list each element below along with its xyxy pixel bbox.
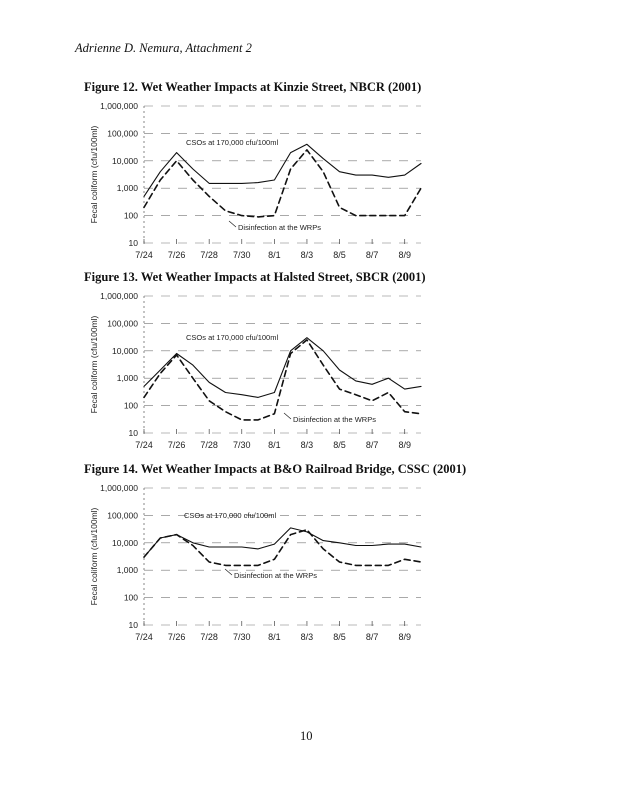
- y-tick-label: 1,000,000: [100, 101, 138, 111]
- y-tick-label: 10,000: [112, 345, 138, 356]
- figure-13-title: Figure 13. Wet Weather Impacts at Halsted Street, SBCR (2001): [84, 270, 426, 284]
- x-tick-label: 7/30: [232, 632, 251, 642]
- x-tick-label: 7/26: [167, 440, 186, 450]
- cso-annotation: CSOs at 170,000 cfu/100ml: [186, 138, 279, 147]
- y-tick-label: 10,000: [112, 155, 138, 166]
- x-tick-label: 8/7: [365, 440, 379, 450]
- figure-14-title: Figure 14. Wet Weather Impacts at B&O Railroad Bridge, CSSC (2001): [84, 462, 467, 476]
- x-tick-label: 8/3: [300, 632, 314, 642]
- chart-svg: [86, 288, 431, 453]
- y-tick-label: 100,000: [107, 510, 138, 521]
- y-tick-label: 10: [128, 428, 138, 438]
- disinfection-annotation: Disinfection at the WRPs: [234, 571, 317, 580]
- x-tick-label: 7/24: [135, 250, 153, 260]
- chart-svg: [86, 480, 431, 645]
- figure-12-chart: [86, 98, 431, 263]
- annotation-arrow: [229, 221, 236, 227]
- cso-annotation: CSOs at 170,000 cfu/100ml: [186, 333, 279, 342]
- series-line-dashed: [144, 150, 421, 217]
- y-tick-label: 10,000: [112, 537, 138, 548]
- x-tick-label: 8/7: [365, 632, 379, 642]
- x-tick-label: 7/24: [135, 440, 153, 450]
- disinfection-annotation: Disinfection at the WRPs: [238, 223, 321, 232]
- disinfection-annotation: Disinfection at the WRPs: [293, 415, 376, 424]
- x-tick-label: 8/9: [398, 250, 411, 260]
- x-tick-label: 8/9: [398, 440, 411, 450]
- figure-12-title: Figure 12. Wet Weather Impacts at Kinzie Street, NBCR (2001): [84, 80, 422, 94]
- series-line-dashed: [144, 530, 421, 566]
- x-tick-label: 8/3: [300, 440, 314, 450]
- x-tick-label: 7/24: [135, 632, 153, 642]
- series-line-dashed: [144, 340, 421, 420]
- y-tick-label: 1,000,000: [100, 483, 138, 493]
- x-tick-label: 8/3: [300, 250, 314, 260]
- y-axis-label: Fecal coliform (cfu/100ml): [89, 125, 99, 224]
- annotation-arrow: [284, 413, 291, 419]
- y-tick-label: 100: [123, 592, 138, 603]
- y-axis-label: Fecal coliform (cfu/100ml): [89, 507, 99, 606]
- y-axis-label: Fecal coliform (cfu/100ml): [89, 315, 99, 414]
- y-tick-label: 1,000: [116, 373, 138, 384]
- figure-14-chart: [86, 480, 431, 645]
- x-tick-label: 7/30: [232, 250, 251, 260]
- chart-svg: [86, 98, 431, 263]
- series-line-solid: [144, 338, 421, 398]
- x-tick-label: 7/28: [200, 632, 218, 642]
- page-header: Adrienne D. Nemura, Attachment 2: [75, 41, 252, 55]
- y-tick-label: 10: [128, 238, 138, 248]
- figure-13-chart: [86, 288, 431, 453]
- x-tick-label: 8/1: [268, 440, 281, 450]
- y-tick-label: 1,000: [116, 183, 138, 194]
- x-tick-label: 8/7: [365, 250, 379, 260]
- x-tick-label: 8/1: [268, 250, 281, 260]
- x-tick-label: 7/28: [200, 440, 218, 450]
- x-tick-label: 7/28: [200, 250, 218, 260]
- x-tick-label: 8/9: [398, 632, 411, 642]
- x-tick-label: 8/5: [333, 632, 346, 642]
- x-tick-label: 7/26: [167, 632, 186, 642]
- x-tick-label: 8/5: [333, 440, 346, 450]
- x-tick-label: 7/26: [167, 250, 186, 260]
- x-tick-label: 8/1: [268, 632, 281, 642]
- y-tick-label: 10: [128, 620, 138, 630]
- y-tick-label: 100,000: [107, 128, 138, 139]
- x-tick-label: 8/5: [333, 250, 346, 260]
- page-number: 10: [300, 729, 313, 743]
- x-tick-label: 7/30: [232, 440, 251, 450]
- y-tick-label: 100: [123, 210, 138, 221]
- y-tick-label: 100: [123, 400, 138, 411]
- y-tick-label: 1,000: [116, 565, 138, 576]
- y-tick-label: 100,000: [107, 318, 138, 329]
- cso-annotation: CSOs at 170,000 cfu/100ml: [184, 511, 277, 520]
- y-tick-label: 1,000,000: [100, 291, 138, 301]
